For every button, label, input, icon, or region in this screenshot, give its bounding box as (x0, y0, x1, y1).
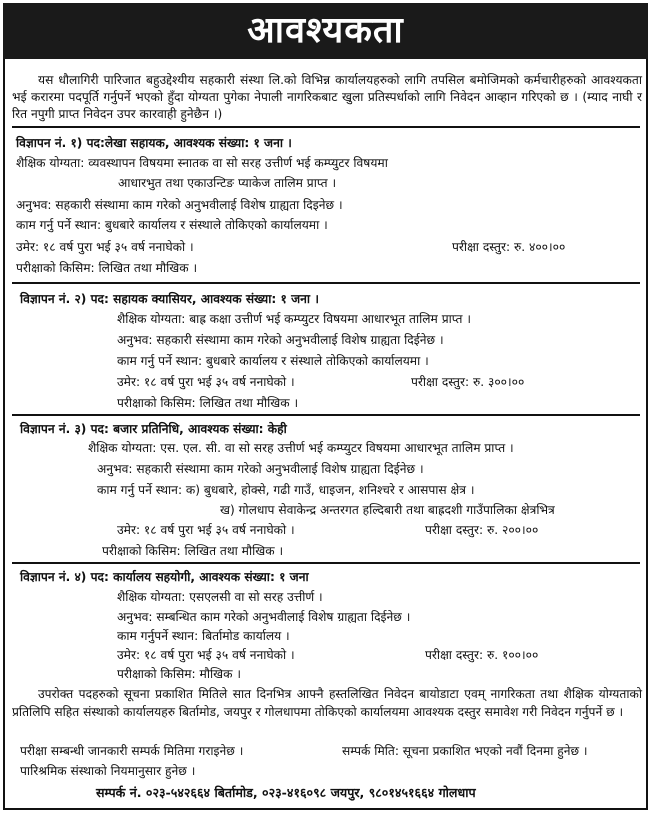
intro-paragraph: यस धौलागिरी पारिजात बहुउद्देश्यीय सहकारी संस्था लि.को विभिन्न कार्यालयहरुको लागि तपसिल बमोजिमको कर्मचारीहरुको आवश्यकता भई करारमा पदपूर्ति गर्नुपर्ने भएको हुँदा योग्यता पुगेका नेपाली नागरिकबाट खुला प्रतिस्पर्धाको लागि निवेदन आव्हान गरिएको छ । (म्याद नाघी र रित नपुगी प्राप्त निवेदन उपर कारवाही हुनेछैन ।) (12, 73, 642, 121)
exam-info: परीक्षा सम्बन्धी जानकारी सम्पर्क मितिमा गराइनेछ । (20, 744, 244, 758)
ad4-workplace: काम गर्नुपर्ने स्थान: बिर्तामोड कार्यालय । (117, 629, 290, 643)
ad3-age: उमेर: १८ वर्ष पुरा भई ३५ वर्ष ननाघेको । (117, 523, 295, 537)
ad4-experience: अनुभव: सम्बन्धित काम गरेको अनुभवीलाई विशेष ग्राह्यता दिईनेछ । (117, 610, 411, 624)
title-banner (3, 3, 648, 59)
ad2-workplace: काम गर्नु पर्ने स्थान: बुधबारे कार्यालय र संस्थाले तोकिएको कार्यालयमा । (117, 354, 429, 368)
ad3-experience: अनुभव: सहकारी संस्थामा काम गरेको अनुभवीलाई विशेष ग्राह्यता दिईनेछ । (97, 462, 424, 476)
contact-date: सम्पर्क मिति: सूचना प्रकाशित भएको नवौं दिनमा हुनेछ । (342, 744, 588, 758)
ad4-qualification: शैक्षिक योग्यता: एसएलसी वा सो सरह उत्तीर्ण । (117, 590, 323, 604)
ad2-age: उमेर: १८ वर्ष पुरा भई ३५ वर्ष ननाघेको । (117, 375, 295, 389)
ad1-heading: विज्ञापन नं. १) पद:लेखा सहायक, आवश्यक संख्या: १ जना । (16, 136, 292, 150)
ad4-age: उमेर: १८ वर्ष पुरा भई ३५ वर्ष ननाघेको । (117, 648, 295, 662)
ad3-fee: परीक्षा दस्तुर: रु. २००।०० (425, 523, 539, 537)
remuneration-note: पारिश्रमिक संस्थाको नियमानुसार हुनेछ । (20, 764, 196, 778)
contact-numbers: सम्पर्क नं. ०२३-५४२६६४ बिर्तामोड, ०२३-४१६०९८ जयपुर, ९८०१४५१६६४ गोलधाप (96, 785, 476, 800)
divider (12, 126, 640, 128)
ad3-heading: विज्ञापन नं. ३) पद: बजार प्रतिनिधि, आवश्यक संख्या: केही (20, 422, 287, 436)
ad1-fee: परीक्षा दस्तुर: रु. ४००।०० (452, 240, 566, 254)
ad2-fee: परीक्षा दस्तुर: रु. ३००।०० (411, 375, 525, 389)
divider (12, 282, 640, 284)
divider (12, 414, 640, 416)
ad2-exam-type: परीक्षाको किसिम: लिखित तथा मौखिक । (117, 396, 299, 410)
ad4-exam-type: परीक्षाको किसिम: मौखिक । (117, 667, 241, 681)
ad2-experience: अनुभव: सहकारी संस्थामा काम गरेको अनुभवीलाई विशेष ग्राह्यता दिईनेछ । (117, 333, 444, 347)
application-instructions: उपरोक्त पदहरुको सूचना प्रकाशित मितिले सात दिनभित्र आफ्नै हस्तलिखित निवेदन बायोडाटा एवम् नागरिकता तथा शैक्षिक योग्यताको प्रतिलिपि सहित संस्थाको कार्यालयहरु बिर्तामोड, जयपुर र गोलधापमा तोकिएको कार्यालयमा आवश्यक दस्तुर समावेश गरी निवेदन गर्नुपर्ने छ । (12, 687, 642, 719)
ad3-qualification: शैक्षिक योग्यता: एस. एल. सी. वा सो सरह उत्तीर्ण भई कम्प्युटर विषयमा आधारभूत तालिम प्राप्त । (88, 441, 514, 455)
ad1-workplace: काम गर्नु पर्ने स्थान: बुधबारे कार्यालय र संस्थाले तोकिएको कार्यालयमा । (16, 218, 328, 232)
ad3-workplace: काम गर्नु पर्ने स्थान: क) बुधबारे, होक्से, गढी गाउँ, धाइजन, शनिश्चरे र आसपास क्षेत्र । (97, 483, 475, 497)
ad3-workplace-cont: ख) गोलधाप सेवाकेन्द्र अन्तरगत हल्दिबारी तथा बाह्रदशी गाउँपालिका क्षेत्रभित्र (220, 503, 555, 517)
ad4-heading: विज्ञापन नं. ४) पद: कार्यालय सहयोगी, आवश्यक संख्या: १ जना (20, 570, 309, 584)
divider (12, 562, 640, 564)
ad1-exam-type: परीक्षाको किसिम: लिखित तथा मौखिक । (16, 261, 198, 275)
ad2-qualification: शैक्षिक योग्यता: बाह्र कक्षा उत्तीर्ण भई कम्प्युटर विषयमा आधारभूत तालिम प्राप्त । (117, 312, 471, 326)
ad2-heading: विज्ञापन नं. २) पद: सहायक क्यासियर, आवश्यक संख्या: १ जना । (20, 292, 319, 306)
ad1-qualification-cont: आधारभुत तथा एकाउन्टिङ प्याकेज तालिम प्राप्त । (118, 176, 337, 190)
ad1-experience: अनुभव: सहकारी संस्थामा काम गरेको अनुभवीलाई विशेष ग्राह्यता दिइनेछ । (16, 198, 343, 212)
ad1-qualification: शैक्षिक योग्यता: व्यवस्थापन विषयमा स्नातक वा सो सरह उत्तीर्ण भई कम्प्युटर विषयमा (16, 156, 388, 170)
ad4-fee: परीक्षा दस्तुर: रु. १००।०० (425, 648, 539, 662)
ad3-exam-type: परीक्षाको किसिम: लिखित तथा मौखिक । (102, 544, 284, 558)
notice-title: आवश्यकता (247, 10, 404, 51)
ad1-age: उमेर: १८ वर्ष पुरा भई ३५ वर्ष ननाघेको । (16, 240, 194, 254)
